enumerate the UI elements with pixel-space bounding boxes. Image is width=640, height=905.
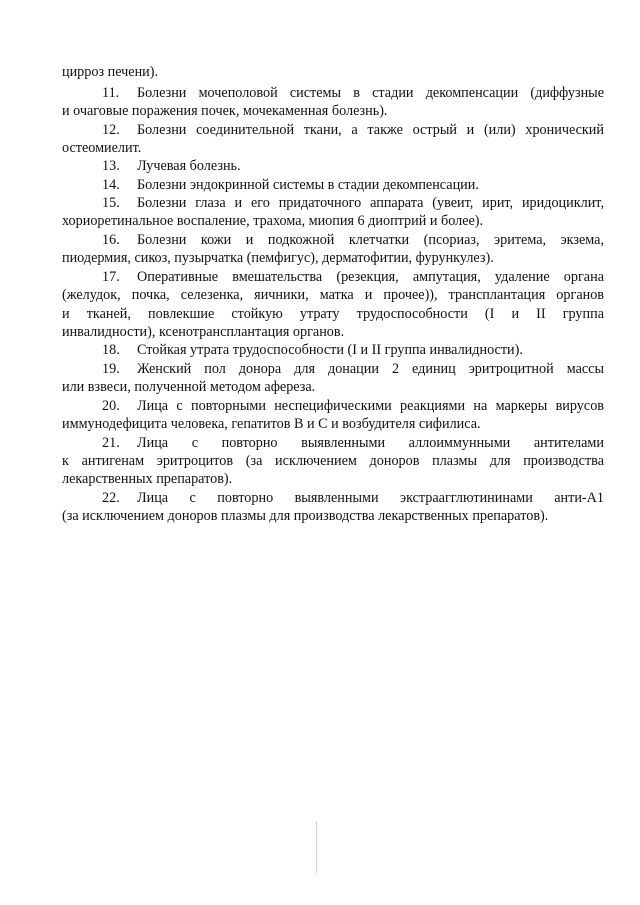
item-number: 15. (102, 195, 120, 211)
item-text: Лица с повторно выявленными экстраагглютининами анти-А1 (137, 490, 604, 506)
item-16-line-2: пиодермия, сикоз, пузырчатка (пемфигус), дерматофитии, фурункулез). (62, 250, 494, 266)
item-number: 20. (102, 398, 120, 414)
item-16-line-1 (102, 231, 604, 249)
item-18-line-1 (102, 341, 604, 359)
text-line: цирроз печени). (62, 64, 159, 80)
item-15-line-1 (102, 194, 604, 212)
item-number: 19. (102, 361, 120, 377)
item-number: 18. (102, 342, 120, 358)
item-21-line-3: лекарственных препаратов). (62, 471, 233, 487)
item-text: Болезни кожи и подкожной клетчатки (псориаз, эритема, экзема, (137, 232, 604, 248)
item-17-line-3: и тканей, повлекшие стойкую утрату трудоспособности (I и II группа (62, 306, 604, 322)
item-17-line-2: (желудок, почка, селезенка, яичники, матка и прочее)), трансплантация органов (62, 287, 604, 303)
item-text: Оперативные вмешательства (резекция, ампутация, удаление органа (137, 269, 604, 285)
item-number: 21. (102, 435, 120, 451)
item-number: 13. (102, 158, 120, 174)
item-11-line-2: и очаговые поражения почек, мочекаменная болезнь). (62, 103, 388, 119)
item-21-line-1 (102, 434, 604, 452)
item-22-line-2: (за исключением доноров плазмы для производства лекарственных препаратов). (62, 508, 549, 524)
item-14-line-1 (102, 176, 604, 194)
item-13-line-1 (102, 157, 604, 175)
item-text: Лучевая болезнь. (137, 158, 241, 174)
item-number: 11. (102, 85, 120, 101)
item-text: Болезни глаза и его придаточного аппарата (увеит, ирит, иридоциклит, (137, 195, 604, 211)
item-20-line-1 (102, 397, 604, 415)
item-11-line-1 (102, 84, 604, 102)
item-text: Лица с повторно выявленными аллоиммунными антителами (137, 435, 604, 451)
item-19-line-1 (102, 360, 604, 378)
item-17-line-1 (102, 268, 604, 286)
item-number: 16. (102, 232, 120, 248)
item-15-line-2: хориоретинальное воспаление, трахома, миопия 6 диоптрий и более). (62, 213, 484, 229)
item-12-line-2: остеомиелит. (62, 140, 142, 156)
item-17-line-4: инвалидности), ксенотрансплантация органов. (62, 324, 345, 340)
item-20-line-2: иммунодефицита человека, гепатитов В и С и возбудителя сифилиса. (62, 416, 481, 432)
item-text: Болезни соединительной ткани, а также острый и (или) хронический (137, 122, 604, 138)
item-text: Лица с повторными неспецифическими реакциями на маркеры вирусов (137, 398, 604, 414)
item-21-line-2: к антигенам эритроцитов (за исключением доноров плазмы для производства (62, 453, 604, 469)
item-number: 17. (102, 269, 120, 285)
item-text: Болезни мочеполовой системы в стадии декомпенсации (диффузные (137, 85, 604, 101)
item-number: 14. (102, 177, 120, 193)
item-text: Женский пол донора для донации 2 единиц эритроцитной массы (137, 361, 604, 377)
item-text: Болезни эндокринной системы в стадии декомпенсации. (137, 177, 479, 193)
scan-artifact (316, 822, 318, 874)
item-number: 12. (102, 122, 120, 138)
item-number: 22. (102, 490, 120, 506)
item-12-line-1 (102, 121, 604, 139)
item-text: Стойкая утрата трудоспособности (I и II группа инвалидности). (137, 342, 523, 358)
item-22-line-1 (102, 489, 604, 507)
item-19-line-2: или взвеси, полученной методом афереза. (62, 379, 316, 395)
